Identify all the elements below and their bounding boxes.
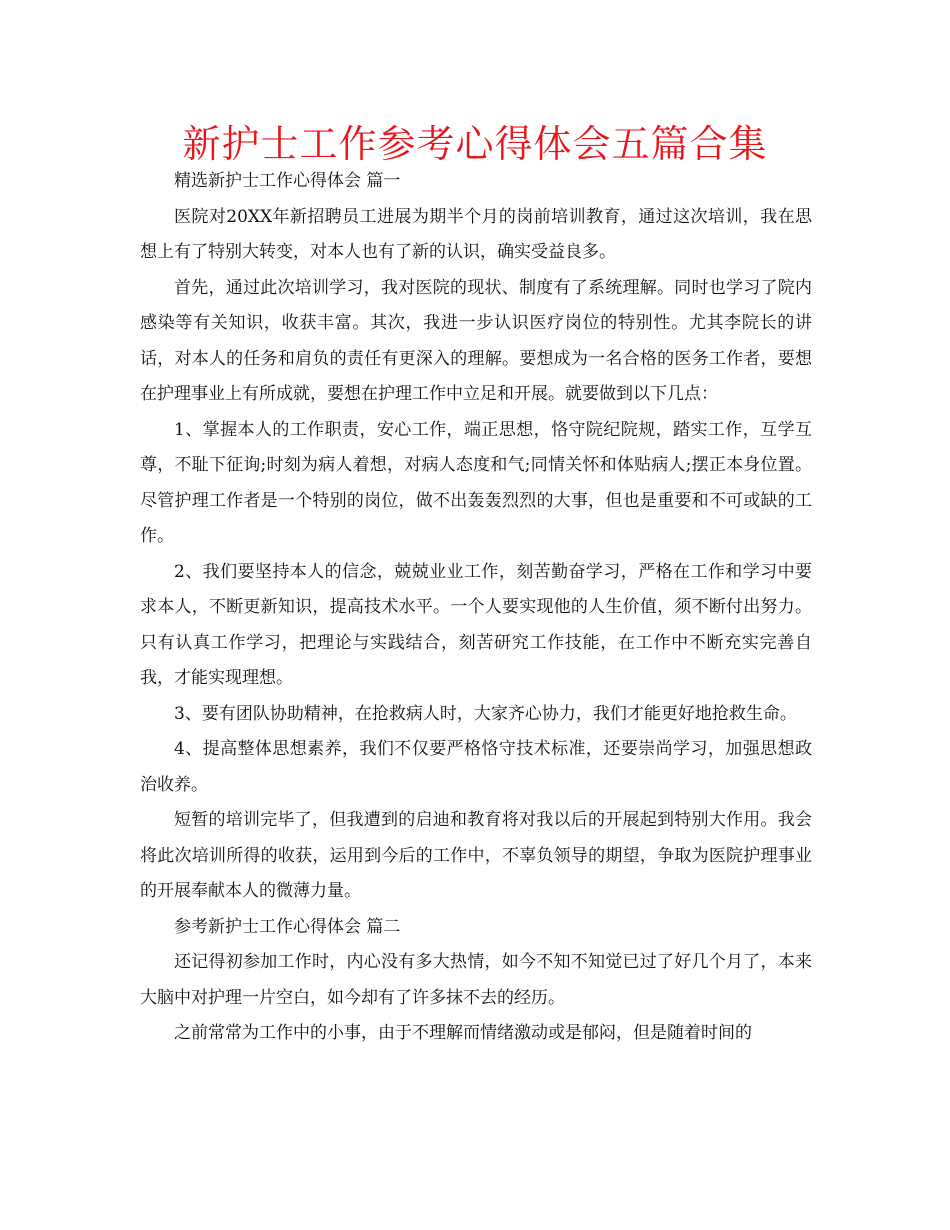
paragraph: 4、提高整体思想素养，我们不仅要严格恪守技术标准，还要崇尚学习，加强思想政治收养。 — [140, 739, 812, 795]
paragraph: 还记得初参加工作时，内心没有多大热情，如今不知不知觉已过了好几个月了，本来大脑中对护理一片空白，如今却有了许多抹不去的经历。 — [140, 952, 812, 1008]
paragraph: 1、掌握本人的工作职责，安心工作，端正思想，恪守院纪院规，踏实工作，互学互尊，不耻下征询;时刻为病人着想，对病人态度和气;同情关怀和体贴病人;摆正本身位置。尽管护理工作者是一个特别的岗位，做不出轰轰烈烈的大事，但也是重要和不可或缺的工作。 — [140, 419, 812, 546]
paragraph: 2、我们要坚持本人的信念，兢兢业业工作，刻苦勤奋学习，严格在工作和学习中要求本人，不断更新知识，提高技术水平。一个人要实现他的人生价值，须不断付出努力。只有认真工作学习，把理论与实践结合，刻苦研究工作技能，在工作中不断充实完善自我，才能实现理想。 — [140, 561, 812, 688]
paragraph: 之前常常为工作中的小事，由于不理解而情绪激动或是郁闷，但是随着时间的 — [174, 1023, 752, 1043]
section-heading-2: 参考新护士工作心得体会 篇二 — [174, 916, 401, 937]
document-body — [140, 164, 812, 1052]
paragraph: 3、要有团队协助精神，在抢救病人时，大家齐心协力，我们才能更好地抢救生命。 — [174, 703, 797, 724]
paragraph: 短暂的培训完毕了，但我遭到的启迪和教育将对我以后的开展起到特别大作用。我会将此次培训所得的收获，运用到今后的工作中，不辜负领导的期望，争取为医院护理事业的开展奉献本人的微薄力量。 — [140, 810, 812, 901]
paragraph: 医院对20XX年新招聘员工进展为期半个月的岗前培训教育，通过这次培训，我在思想上有了特别大转变，对本人也有了新的认识，确实受益良多。 — [140, 206, 812, 262]
document-title: 新护士工作参考心得体会五篇合集 — [182, 122, 768, 166]
section-heading-1: 精选新护士工作心得体会 篇一 — [174, 171, 401, 191]
paragraph: 首先，通过此次培训学习，我对医院的现状、制度有了系统理解。同时也学习了院内感染等有关知识，收获丰富。其次，我进一步认识医疗岗位的特别性。尤其李院长的讲话，对本人的任务和肩负的责任有更深入的理解。要想成为一名合格的医务工作者，要想在护理事业上有所成就，要想在护理工作中立足和开展。就要做到以下几点： — [140, 277, 812, 404]
